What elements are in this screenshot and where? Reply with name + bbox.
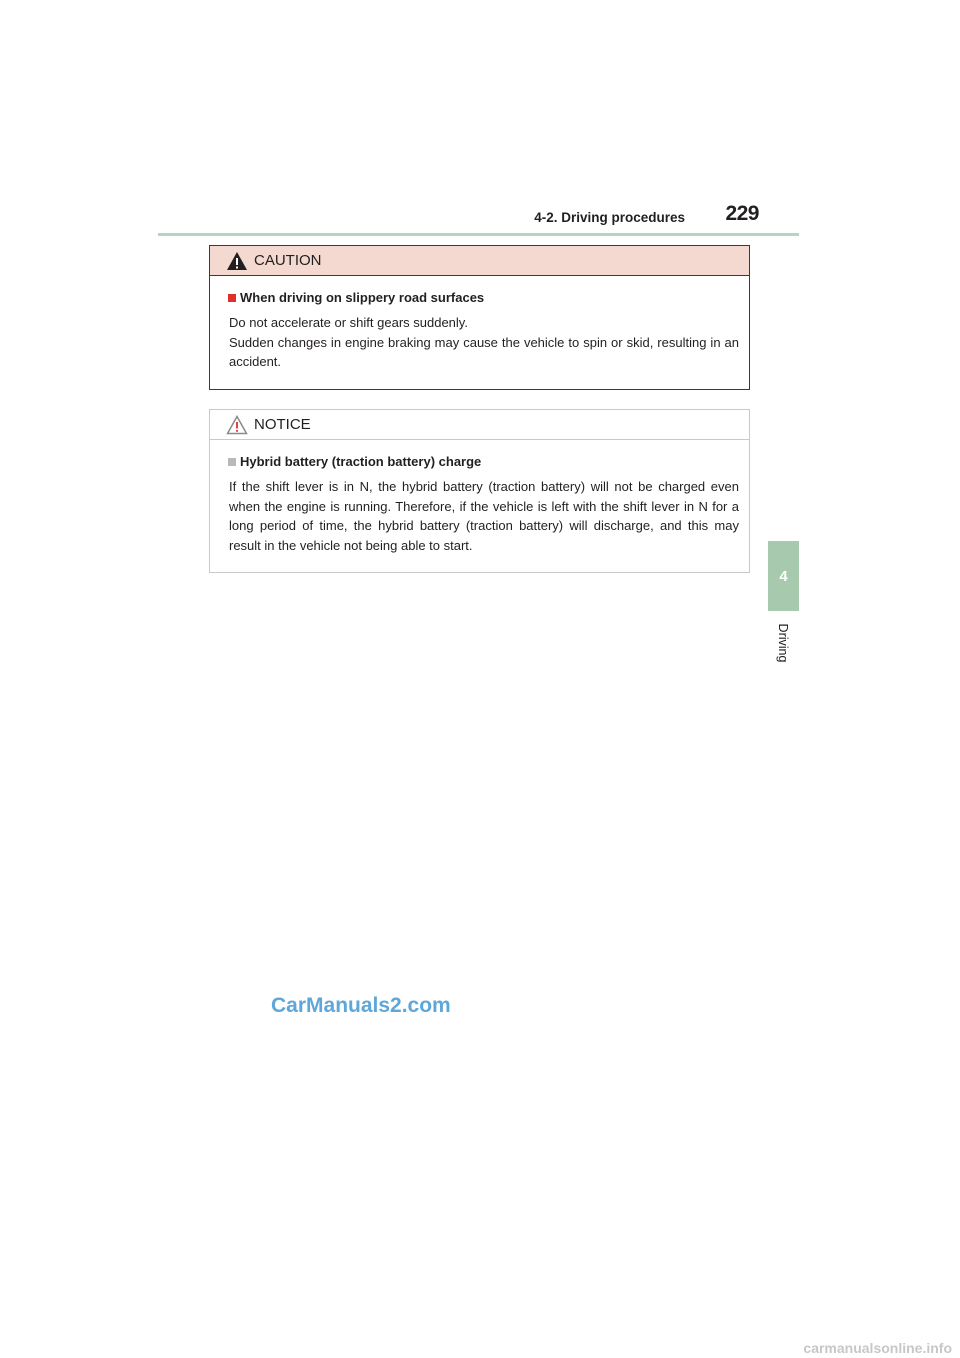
footer-watermark: carmanualsonline.info [803, 1340, 952, 1356]
watermark-text: CarManuals2.com [271, 994, 451, 1017]
caution-item-title [228, 290, 739, 305]
notice-item-title [228, 454, 739, 469]
caution-item-title-text: When driving on slippery road surfaces [240, 290, 485, 305]
warning-triangle-icon [226, 251, 248, 271]
notice-text [228, 477, 739, 555]
caution-heading: CAUTION [254, 252, 322, 269]
notice-box [209, 409, 750, 573]
notice-body [210, 440, 749, 555]
header-rule [158, 233, 799, 236]
notice-header [210, 410, 749, 440]
page-header [158, 200, 799, 236]
section-title: 4-2. Driving procedures [534, 210, 685, 225]
chapter-tab [768, 238, 799, 671]
notice-paragraph: If the shift lever is in N, the hybrid battery (traction battery) will not be charged even when the engine is running. Therefore, if the vehicle is left with the shift lever in N for a long period of time, the hybrid battery (traction battery) will discharge, and this may result in the vehicle not being able to start. [229, 479, 739, 553]
warning-triangle-outline-icon [226, 415, 248, 435]
caution-paragraph: Sudden changes in engine braking may cause the vehicle to spin or skid, resulting in an accident. [229, 334, 739, 369]
notice-item-title-text: Hybrid battery (traction battery) charge [240, 454, 482, 469]
chapter-label: Driving [776, 623, 790, 663]
caution-header [210, 246, 749, 276]
caution-paragraph: Do not accelerate or shift gears suddenly. [229, 315, 468, 330]
chapter-number-block [768, 541, 799, 611]
caution-box [209, 245, 750, 390]
caution-body [210, 276, 749, 372]
square-bullet-icon [228, 458, 236, 466]
chapter-number: 4 [779, 567, 788, 585]
caution-text [228, 313, 739, 372]
notice-heading: NOTICE [254, 416, 311, 433]
page-number: 229 [725, 202, 759, 225]
square-bullet-icon [228, 294, 236, 302]
